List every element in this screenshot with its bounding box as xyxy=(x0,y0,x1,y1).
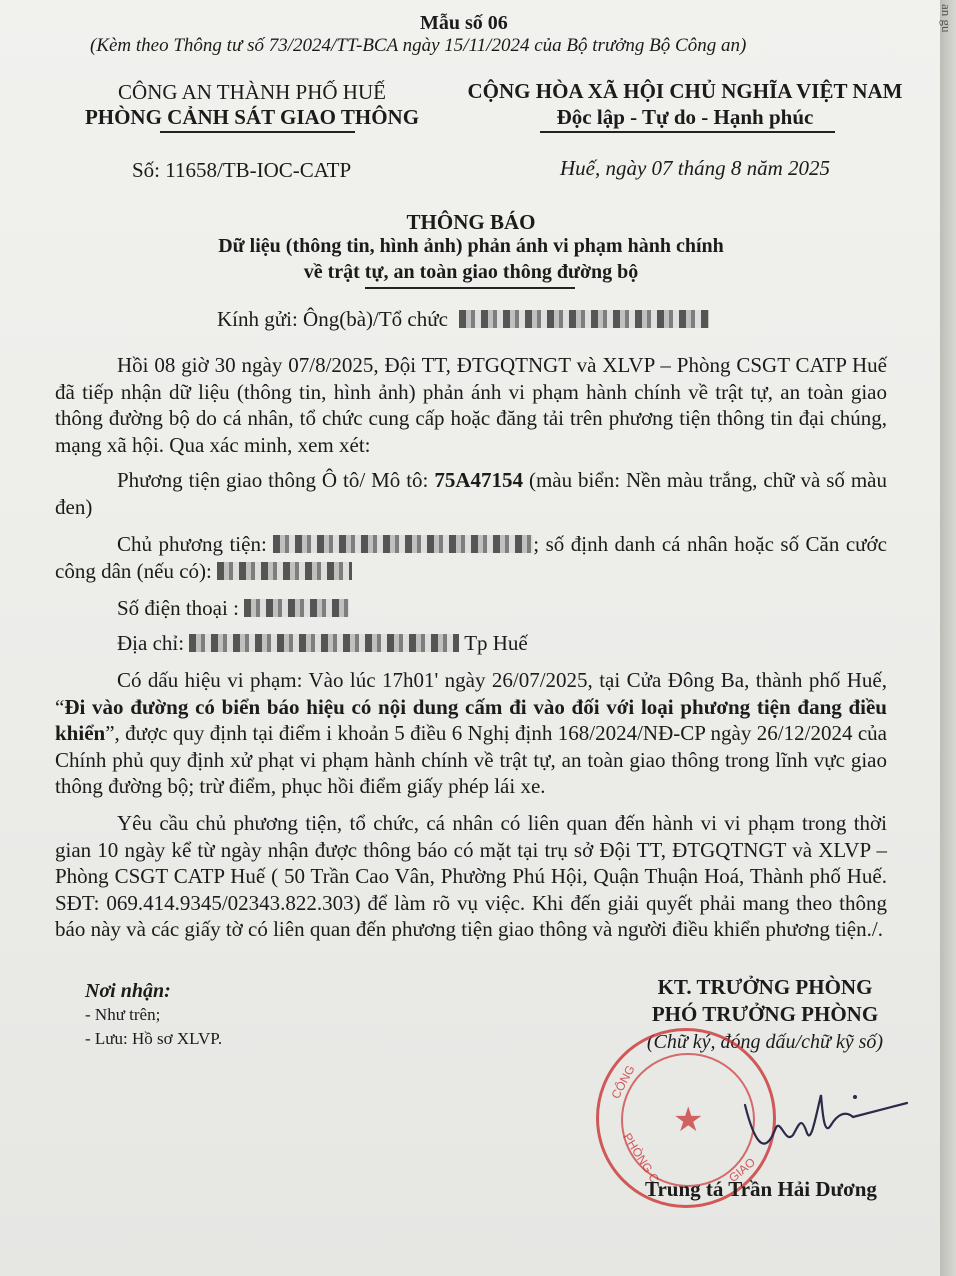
paragraph-vehicle xyxy=(55,467,887,520)
agency-department: PHÒNG CẢNH SÁT GIAO THÔNG xyxy=(84,105,420,129)
seal-text-bottom: PHÒNG C xyxy=(620,1130,662,1186)
phone-label: Số điện thoại : xyxy=(117,596,239,620)
star-icon: ★ xyxy=(673,1102,704,1139)
paragraph-phone xyxy=(55,595,887,622)
recipients-label: Nơi nhận: xyxy=(85,980,171,1002)
redacted-recipient xyxy=(459,310,709,328)
redacted-owner-name xyxy=(273,535,533,553)
signer-name: Trung tá Trần Hải Dương xyxy=(645,1177,877,1201)
seal-text-right: GIAO xyxy=(726,1154,759,1186)
document-number: Số: 11658/TB-IOC-CATP xyxy=(132,158,352,182)
nation-motto: Độc lập - Tự do - Hạnh phúc xyxy=(556,105,814,129)
paragraph-intro-text: Hồi 08 giờ 30 ngày 07/8/2025, Đội TT, ĐTGQTNGT và XLVP – Phòng CSGT CATP Huế đã tiếp nhận dữ liệu (thông tin, hình ảnh) phản ánh vi phạm hành chính về trật tự, an toàn giao thông đường bộ do cá nhân, tổ chức cung cấp hoặc đăng tải trên phương tiện thông tin đại chúng, mạng xã hội. Qua xác minh, xem xét: xyxy=(55,353,887,457)
nation-name: CỘNG HÒA XÃ HỘI CHỦ NGHĨA VIỆT NAM xyxy=(467,79,903,103)
document-subtitle-1: Dữ liệu (thông tin, hình ảnh) phản ánh vi phạm hành chính xyxy=(218,235,724,257)
license-plate: 75A47154 xyxy=(434,468,524,492)
vehicle-prefix: Phương tiện giao thông Ô tô/ Mô tô: xyxy=(117,468,435,492)
form-reference: (Kèm theo Thông tư số 73/2024/TT-BCA ngày 15/11/2024 của Bộ trưởng Bộ Công an) xyxy=(90,35,747,56)
redacted-id-number xyxy=(217,562,352,580)
signature-note: (Chữ ký, đóng dấu/chữ kỹ số) xyxy=(646,1031,884,1053)
document-title: THÔNG BÁO xyxy=(406,210,536,234)
redacted-address xyxy=(189,634,459,652)
recipient-line xyxy=(217,307,709,332)
violation-prefix: Có dấu hiệu vi phạm: Vào lúc 17h01' ngày 26/07/2025, tại Cửa Đông Ba, thành phố Huế, “ xyxy=(55,668,887,719)
owner-suffix: ; số định danh cá nhân hoặc số Căn cước công dân (nếu có): xyxy=(55,532,887,583)
paragraph-violation xyxy=(55,667,887,800)
owner-label: Chủ phương tiện: xyxy=(117,532,267,556)
document-subtitle-2: về trật tự, an toàn giao thông đường bộ xyxy=(303,261,639,283)
seal-text-left: CÔNG xyxy=(608,1062,638,1102)
place-date: Huế, ngày 07 tháng 8 năm 2025 xyxy=(560,156,831,180)
motto-underline xyxy=(540,131,835,133)
request-text: Yêu cầu chủ phương tiện, tổ chức, cá nhân có liên quan đến hành vi vi phạm trong thời gian 10 ngày kể từ ngày nhận được thông báo có mặt tại trụ sở Đội TT, ĐTGQTNGT và XLVP – Phòng CSGT CATP Huế ( 50 Trần Cao Vân, Phường Phú Hội, Quận Thuận Hoá, Thành phố Huế. SĐT: 069.414.9345/02343.822.303) để làm rõ vụ việc. Khi đến giải quyết phải mang theo thông báo này và các giấy tờ có liên quan đến phương tiện giao thông và người điều khiển phương tiện./. xyxy=(55,811,887,941)
signature-title-2: PHÓ TRƯỞNG PHÒNG xyxy=(651,1002,879,1026)
paragraph-intro xyxy=(55,352,887,458)
recipient-label: Kính gửi: Ông(bà)/Tổ chức xyxy=(217,307,448,331)
address-label: Địa chỉ: xyxy=(117,631,185,655)
recipients-item-2: - Lưu: Hồ sơ XLVP. xyxy=(85,1029,223,1048)
redacted-phone xyxy=(244,599,349,617)
handwritten-signature xyxy=(735,1075,915,1165)
violation-suffix: ”, được quy định tại điểm i khoản 5 điều 6 Nghị định 168/2024/NĐ-CP ngày 26/12/2024 của Chính phủ quy định xử phạt vi phạm hành chính về trật tự, an toàn giao thông trong lĩnh vực giao thông đường bộ; trừ điểm, phục hồi điểm giấy phép lái xe. xyxy=(55,721,887,798)
vehicle-suffix: (màu biển: Nền màu trắng, chữ và số màu đen) xyxy=(55,468,887,519)
paragraph-owner xyxy=(55,531,887,584)
form-number: Mẫu số 06 xyxy=(420,12,508,34)
title-underline xyxy=(365,287,575,289)
edge-text: an gu xyxy=(939,4,954,33)
agency-name: CÔNG AN THÀNH PHỐ HUẾ xyxy=(118,80,386,104)
paragraph-request xyxy=(55,810,887,943)
address-suffix: Tp Huế xyxy=(464,631,528,655)
signature-title-1: KT. TRƯỞNG PHÒNG xyxy=(657,975,873,999)
agency-underline xyxy=(160,131,355,133)
page-edge xyxy=(940,0,956,1276)
recipients-item-1: - Như trên; xyxy=(85,1005,161,1024)
violation-description: Đi vào đường có biển báo hiệu có nội dung cấm đi vào đối với loại phương tiện đang điều khiển xyxy=(55,694,887,745)
paragraph-address xyxy=(55,630,887,657)
